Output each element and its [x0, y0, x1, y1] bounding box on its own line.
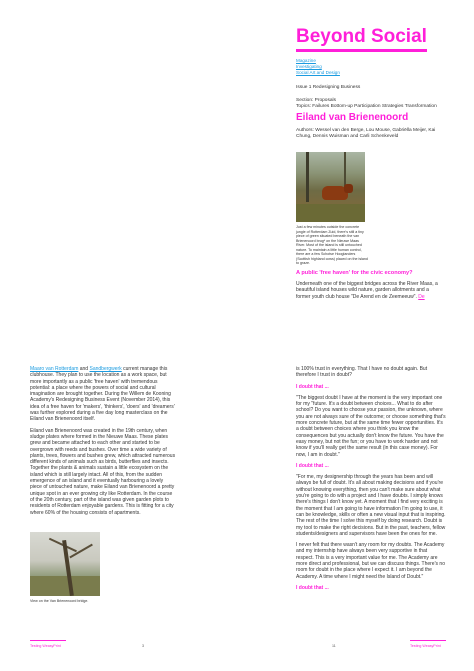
bridge-photo — [30, 532, 100, 596]
footer-label-right: Testing WeasyPrint — [410, 644, 441, 648]
topics-label: Topics: Failures Bottom-up Participation Strategies Transformation — [296, 104, 437, 109]
footer-rule-left — [30, 640, 66, 641]
authors: Authors: Wessel van den Berge, Lou Mouse, Gabriëlla Meijer, Kai Chung, Dennis Wuisman and Carli Schenkeveld — [296, 128, 436, 140]
left-paragraph-1-text: current manage this clubhouse. They plan to use the location as a work space, but more importantly as a public 'free haven' with tremendous potential: a place where the powers of social and cultural imagination are brought together. During the Willem de Kooning Academy's Redesigning Business Event (November 2014), this idea of a free haven for 'makers', 'thinkers', 'doers' and 'dreamers' was further explored during a five day long masterclass on the Eiland van Brienenoord itself. — [30, 366, 175, 423]
section-subhead: A public 'free haven' for the civic economy? — [296, 270, 413, 276]
right-paragraph-2: "For me, my designership through the years has been and will always be full of doubt. It's all about making decisions and if you're without knowing everything, then you can't make sure about what you're going to do with a project and I have doubts. I simply knows there's things I don't know yet. A moment that I find very exciting is the moment that I am going to have information I'm going to use, it can be knowledge, skills or often a new visual input that is inspiring. The rest of the time I solve this myself by doing research. Doubt is my tool to make the right decisions. But in the past, teachers, fellow students/designers and supervisors have been the ones for me. — [296, 474, 446, 537]
page-number-right: 11 — [332, 644, 336, 648]
intro-paragraph — [296, 281, 442, 300]
issue-label: Issue 1 Redesigning Business — [296, 85, 361, 90]
right-column — [296, 366, 446, 596]
left-column — [30, 366, 176, 521]
link-sandbergwerk[interactable]: Sandbergwerk — [89, 366, 122, 372]
nav-link-investigating[interactable]: Investigating — [296, 64, 322, 69]
article-title: Eiland van Brienenoord — [296, 112, 409, 123]
right-paragraph-0: is 100% trust in everything. That I have no doubt again. But therefore I trust in doubt? — [296, 366, 428, 379]
intro-link[interactable]: De — [418, 293, 425, 300]
footer-label-left: Testing WeasyPrint — [30, 644, 61, 648]
right-paragraph-3: I never felt that there wasn't any room for my doubts. The Academy and my internship have always been very supportive in that respect. This is a very important value for me. The Academy are more direct and professional, but we can discuss things. There's no room for doubt in the place where I expect it. I am beyond the Academy. A time where I might need the Island of Doubt." — [296, 542, 445, 580]
question-heading-3: I doubt that ... — [296, 584, 329, 591]
question-heading-2: I doubt that ... — [296, 462, 329, 469]
section-label: Section: Proposals — [296, 98, 336, 103]
footer-rule-right — [410, 640, 446, 641]
intro-text: Underneath one of the biggest bridges across the River Maas, a beautiful island houses wild nature, garden allotments and a former youth club house "De Arend en de Zeemeeuw". — [296, 281, 438, 300]
photo-caption-1: Just a few minutes outside the concrete jungle of Rotterdam Zuid, there's still a tiny piece of green situated beneath the van Brienenoord brug* on the Nieuwe Maas River. Most of the island is still untouched nature. To maintain a little human control, there are a few Schotse Hooglanders (Scottish highland cows) placed on the island to graze. — [296, 225, 368, 265]
conjunction: and — [79, 366, 89, 372]
photo-caption-2: View on the Van Brienenoord bridge. — [30, 599, 89, 603]
highland-cow-photo — [296, 152, 365, 222]
link-maaro[interactable]: Maaro van Rotterdam — [30, 366, 79, 372]
page-number-left: 3 — [142, 644, 144, 648]
left-paragraph-2: Eiland van Brienenoord was created in the 19th century, when sludge plates where formed in the Nieuwe Maas. These plates grew and became attached to each other and started to be overgrown with reeds and bushes. Over time a wide variety of plants, trees, flowers and bushes grew, which attracted numerous different kinds of animals such as birds, butterflies and insects. Together the plants & animals sustain a little ecosystem on the island which is still largely intact. All of this, from the sudden emergence of an island and it eventually harbouring a lovely piece of untouched nature, make Eiland van Brienenoord a pretty unique spot in an ever growing city like Rotterdam. In the course of the 20th century, part of the island was given garden plots to residents of Rotterdam enjoyable gardens. This is fitting for a city where 60% of the housing consists of apartments. — [30, 427, 176, 516]
breadcrumb — [296, 58, 340, 76]
question-heading-1: I doubt that ... — [296, 383, 329, 390]
article-meta — [296, 98, 446, 110]
brand-title[interactable]: Beyond Social — [296, 26, 427, 52]
right-paragraph-1: "The biggest doubt I have at the moment is the very important one for my "future. It's a doubt between choices... What to do after school? Do you want to choose your passion, the unknown, where you are not always sure of the outcome; or choose something that's more concrete future, but at the same time fewer opportunities. It's a doubt between choices where you think you know the consequences but you actually don't know the future. You have the easy money, but not the fun; or you have to work harder and not know if you'll really get the same result (in this case money). For now, I am in doubt." — [296, 394, 446, 458]
left-paragraph-1 — [30, 366, 176, 423]
nav-link-social-art[interactable]: Social Art and Design — [296, 70, 340, 75]
nav-link-magazine[interactable]: Magazine — [296, 58, 316, 63]
